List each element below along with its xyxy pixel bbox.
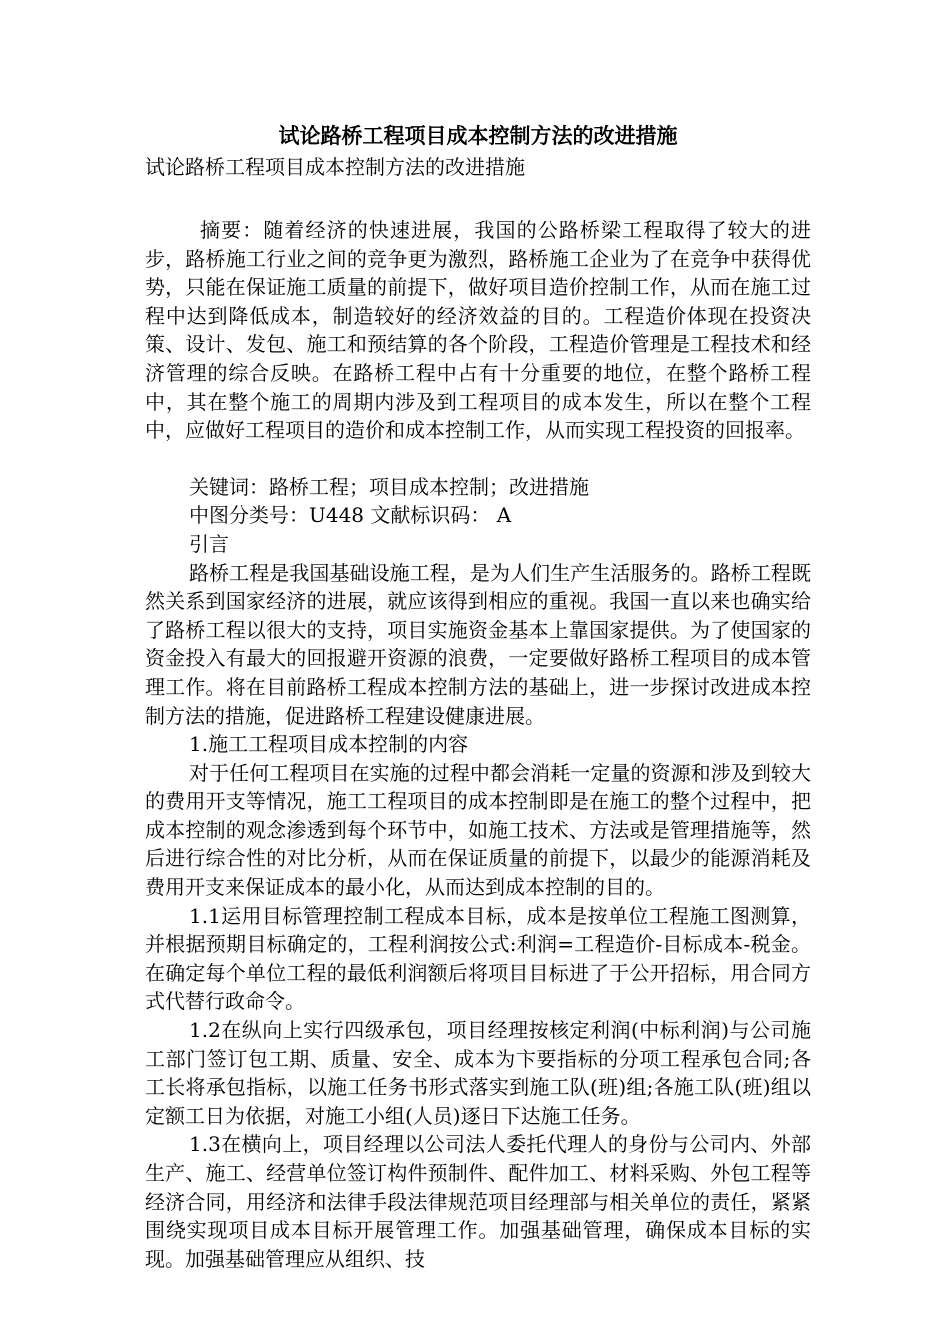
- keywords-line: 关键词：路桥工程；项目成本控制；改进措施: [189, 474, 589, 499]
- section1-paragraph: 对于任何工程项目在实施的过程中都会消耗一定量的资源和涉及到较大的费用开支等情况，施工工程项目的成本控制即是在施工的整个过程中，把成本控制的观念渗透到每个环节中，如施工技术、方法或是管理措施等，然后进行综合性的对比分析，从而在保证质量的前提下，以最少的能源消耗及费用开支来保证成本的最小化，从而达到成本控制的目的。: [145, 760, 811, 900]
- section1-1-paragraph: 1.1运用目标管理控制工程成本目标，成本是按单位工程施工图测算，并根据预期目标确定的，工程利润按公式:利润=工程造价-目标成本-税金。在确定每个单位工程的最低利润额后将项目目标进了于公开招标，用合同方式代替行政命令。: [145, 903, 811, 1014]
- section1-3-paragraph: 1.3在横向上，项目经理以公司法人委托代理人的身份与公司内、外部生产、施工、经营单位签订构件预制件、配件加工、材料采购、外包工程等经济合同，用经济和法律手段法律规范项目经理部与相关单位的责任，紧紧围绕实现项目成本目标开展管理工作。加强基础管理，确保成本目标的实现。加强基础管理应从组织、技: [145, 1132, 811, 1271]
- intro-paragraph: 路桥工程是我国基础设施工程，是为人们生产生活服务的。路桥工程既然关系到国家经济的进展，就应该得到相应的重视。我国一直以来也确实给了路桥工程以很大的支持，项目实施资金基本上靠国家提供。为了使国家的资金投入有最大的回报避开资源的浪费，一定要做好路桥工程项目的成本管理工作。将在目前路桥工程成本控制方法的基础上，进一步探讨改进成本控制方法的措施，促进路桥工程建设健康进展。: [145, 560, 811, 728]
- section1-2-paragraph: 1.2在纵向上实行四级承包，项目经理按核定利润(中标利润)与公司施工部门签订包工期、质量、安全、成本为卞要指标的分项工程承包合同;各工长将承包指标，以施工任务书形式落实到施工队(班)组;各施工队(班)组以定额工日为依据，对施工小组(人员)逐日下达施工任务。: [145, 1018, 811, 1128]
- abstract-paragraph: 摘要：随着经济的快速进展，我国的公路桥梁工程取得了较大的进步，路桥施工行业之间的竞争更为激烈，路桥施工企业为了在竞争中获得优势，只能在保证施工质量的前提下，做好项目造价控制工作，从而在施工过程中达到降低成本，制造较好的经济效益的目的。工程造价体现在投资决策、设计、发包、施工和预结算的各个阶段，工程造价管理是工程技术和经济管理的综合反映。在路桥工程中占有十分重要的地位，在整个路桥工程中，其在整个施工的周期内涉及到工程项目的成本发生，所以在整个工程中，应做好工程项目的造价和成本控制工作，从而实现工程投资的回报率。: [145, 218, 811, 443]
- document-page: [145, 120, 811, 1273]
- document-subtitle: 试论路桥工程项目成本控制方法的改进措施: [145, 155, 525, 179]
- classification-line: 中图分类号：U448 文献标识码： A: [189, 503, 512, 528]
- document-title: 试论路桥工程项目成本控制方法的改进措施: [278, 123, 678, 148]
- intro-heading: 引言: [189, 531, 229, 556]
- section1-heading: 1.施工工程项目成本控制的内容: [189, 732, 469, 757]
